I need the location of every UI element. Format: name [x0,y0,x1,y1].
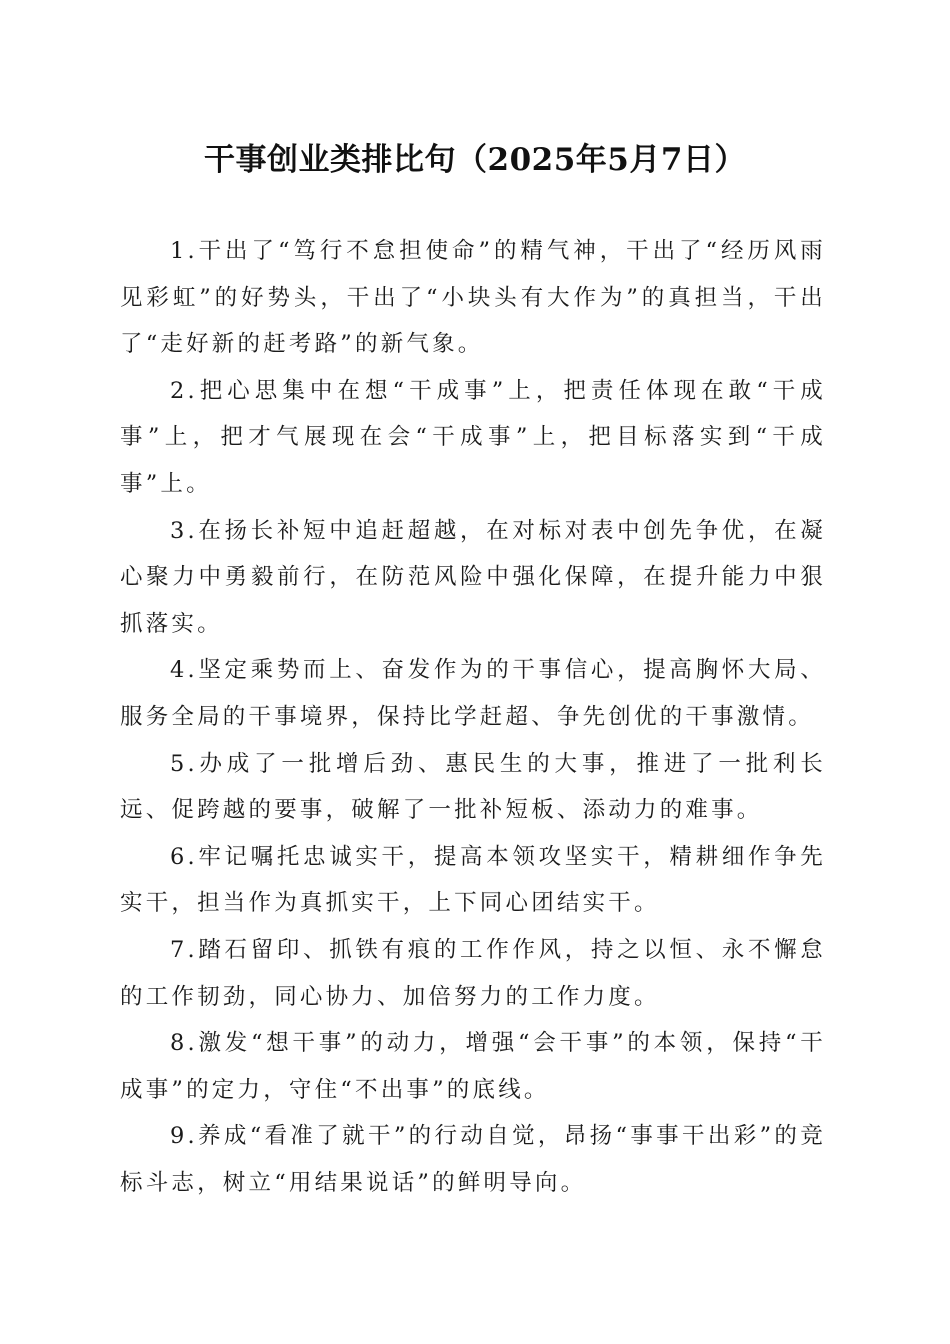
paragraph-3: 3.在扬长补短中追赶超越，在对标对表中创先争优，在凝心聚力中勇毅前行，在防范风险中强化保障，在提升能力中狠抓落实。 [120,517,826,637]
paragraph-6: 6.牢记嘱托忠诚实干，提高本领攻坚实干，精耕细作争先实干，担当作为真抓实干，上下同心团结实干。 [120,843,826,917]
paragraph-2: 2.把心思集中在想“干成事”上，把责任体现在敢“干成事”上，把才气展现在会“干成事”上，把目标落实到“干成事”上。 [120,377,826,497]
document-body [120,228,826,1206]
paragraph-9: 9.养成“看准了就干”的行动自觉，昂扬“事事干出彩”的竞标斗志，树立“用结果说话”的鲜明导向。 [120,1123,826,1196]
paragraph-8: 8.激发“想干事”的动力，增强“会干事”的本领，保持“干成事”的定力，守住“不出事”的底线。 [120,1030,826,1103]
paragraph-4: 4.坚定乘势而上、奋发作为的干事信心，提高胸怀大局、服务全局的干事境界，保持比学赶超、争先创优的干事激情。 [120,657,826,730]
paragraph-5: 5.办成了一批增后劲、惠民生的大事，推进了一批利长远、促跨越的要事，破解了一批补短板、添动力的难事。 [120,750,826,824]
document-title: 干事创业类排比句（2025年5月7日） [204,142,746,178]
paragraph-7: 7.踏石留印、抓铁有痕的工作作风，持之以恒、永不懈怠的工作韧劲，同心协力、加倍努力的工作力度。 [120,936,826,1010]
paragraph-1: 1.干出了“笃行不怠担使命”的精气神，干出了“经历风雨见彩虹”的好势头，干出了“小块头有大作为”的真担当，干出了“走好新的赶考路”的新气象。 [120,238,826,358]
